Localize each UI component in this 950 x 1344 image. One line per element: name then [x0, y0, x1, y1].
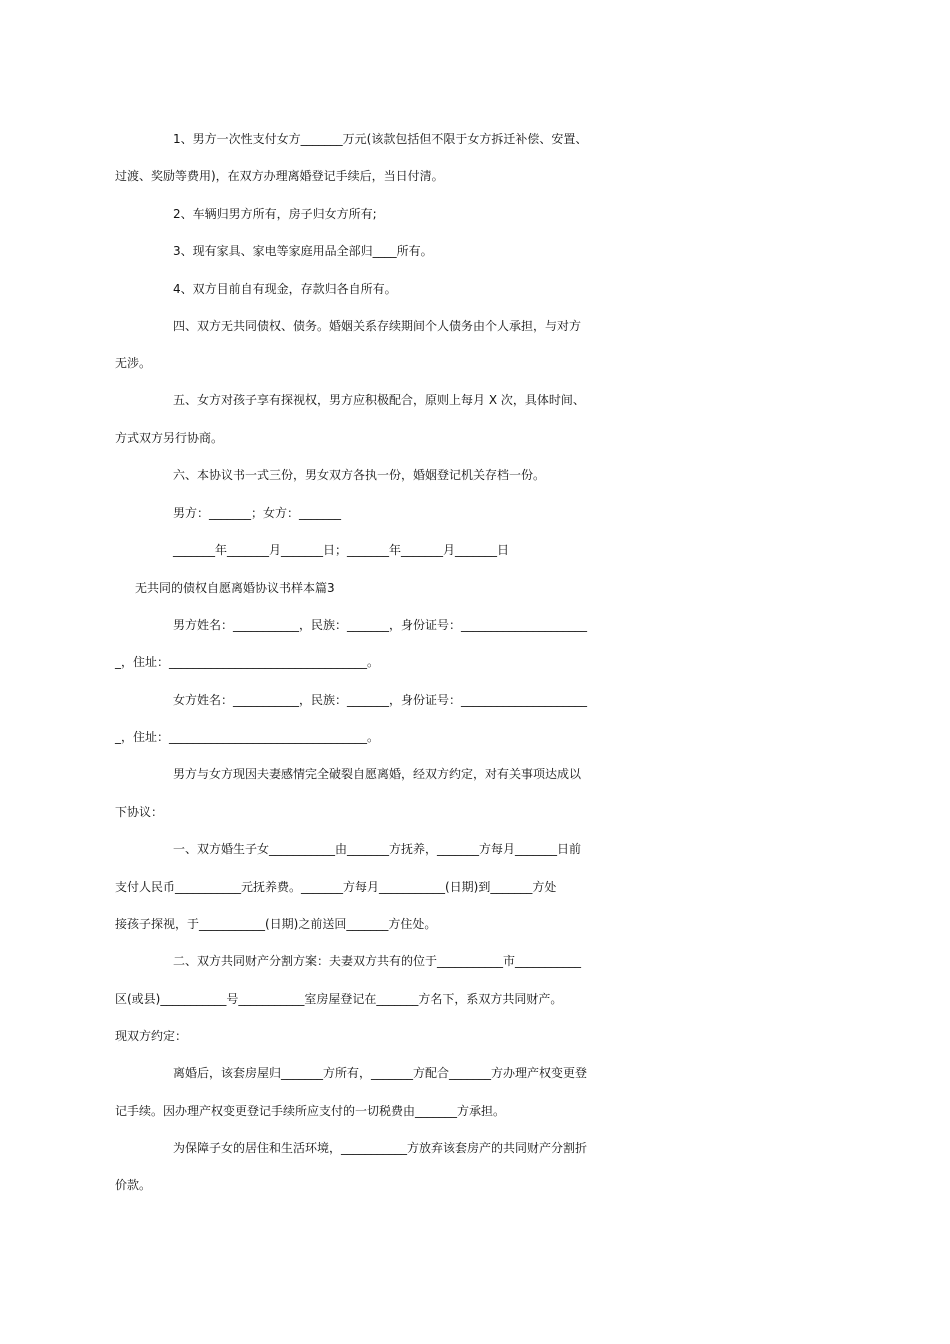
text-line: 2、车辆归男方所有，房子归女方所有;: [173, 207, 377, 221]
text-line: 价款。: [115, 1178, 152, 1192]
text-line: 记手续。因办理产权变更登记手续所应支付的一切税费由_______方承担。: [115, 1104, 506, 1118]
text-line: 二、双方共同财产分割方案：夫妻双方共有的位于___________市___________: [173, 954, 582, 968]
text-line: 1、男方一次性支付女方_______万元(该款包括但不限于女方拆迁补偿、安置、: [173, 132, 588, 146]
text-line: 过渡、奖励等费用)，在双方办理离婚登记手续后，当日付清。: [115, 169, 444, 183]
text-line: 五、女方对孩子享有探视权，男方应积极配合，原则上每月 X 次，具体时间、: [173, 393, 585, 407]
text-line: 四、双方无共同债权、债务。婚姻关系存续期间个人债务由个人承担，与对方: [173, 319, 582, 333]
text-line: 区(或县)___________号___________室房屋登记在_______方名下，系双方共同财产。: [115, 992, 563, 1006]
text-line: 方式双方另行协商。: [115, 431, 224, 445]
text-line: 接孩子探视，于___________(日期)之前送回_______方住处。: [115, 917, 437, 931]
text-line: 离婚后，该套房屋归_______方所有，_______方配合_______方办理产权变更登: [173, 1066, 588, 1080]
text-line: _，住址：_________________________________。: [115, 655, 380, 669]
text-line: _，住址：_________________________________。: [115, 730, 380, 744]
text-line: 男方姓名：___________，民族：_______，身份证号：_____________________: [173, 618, 588, 632]
text-line: 支付人民币___________元抚养费。_______方每月___________(日期)到_______方处: [115, 880, 557, 894]
text-line: 无涉。: [115, 356, 152, 370]
text-line: 女方姓名：___________，民族：_______，身份证号：_____________________: [173, 693, 588, 707]
text-line: 一、双方婚生子女___________由_______方抚养，_______方每月_______日前: [173, 842, 582, 856]
text-line: 3、现有家具、家电等家庭用品全部归____所有。: [173, 244, 433, 258]
text-line: 六、本协议书一式三份，男女双方各执一份，婚姻登记机关存档一份。: [173, 468, 546, 482]
text-line: 现双方约定：: [115, 1029, 188, 1043]
text-line: 为保障子女的居住和生活环境，___________方放弃该套房产的共同财产分割折: [173, 1141, 588, 1155]
signature-line: 男方：_______；女方：_______: [173, 506, 342, 520]
text-line: 4、双方目前自有现金，存款归各自所有。: [173, 282, 397, 296]
section-heading: 无共同的债权自愿离婚协议书样本篇3: [135, 581, 335, 595]
text-line: 下协议：: [115, 805, 164, 819]
date-line: _______年_______月_______日；_______年_______月_______日: [173, 543, 510, 557]
text-line: 男方与女方现因夫妻感情完全破裂自愿离婚，经双方约定，对有关事项达成以: [173, 767, 582, 781]
